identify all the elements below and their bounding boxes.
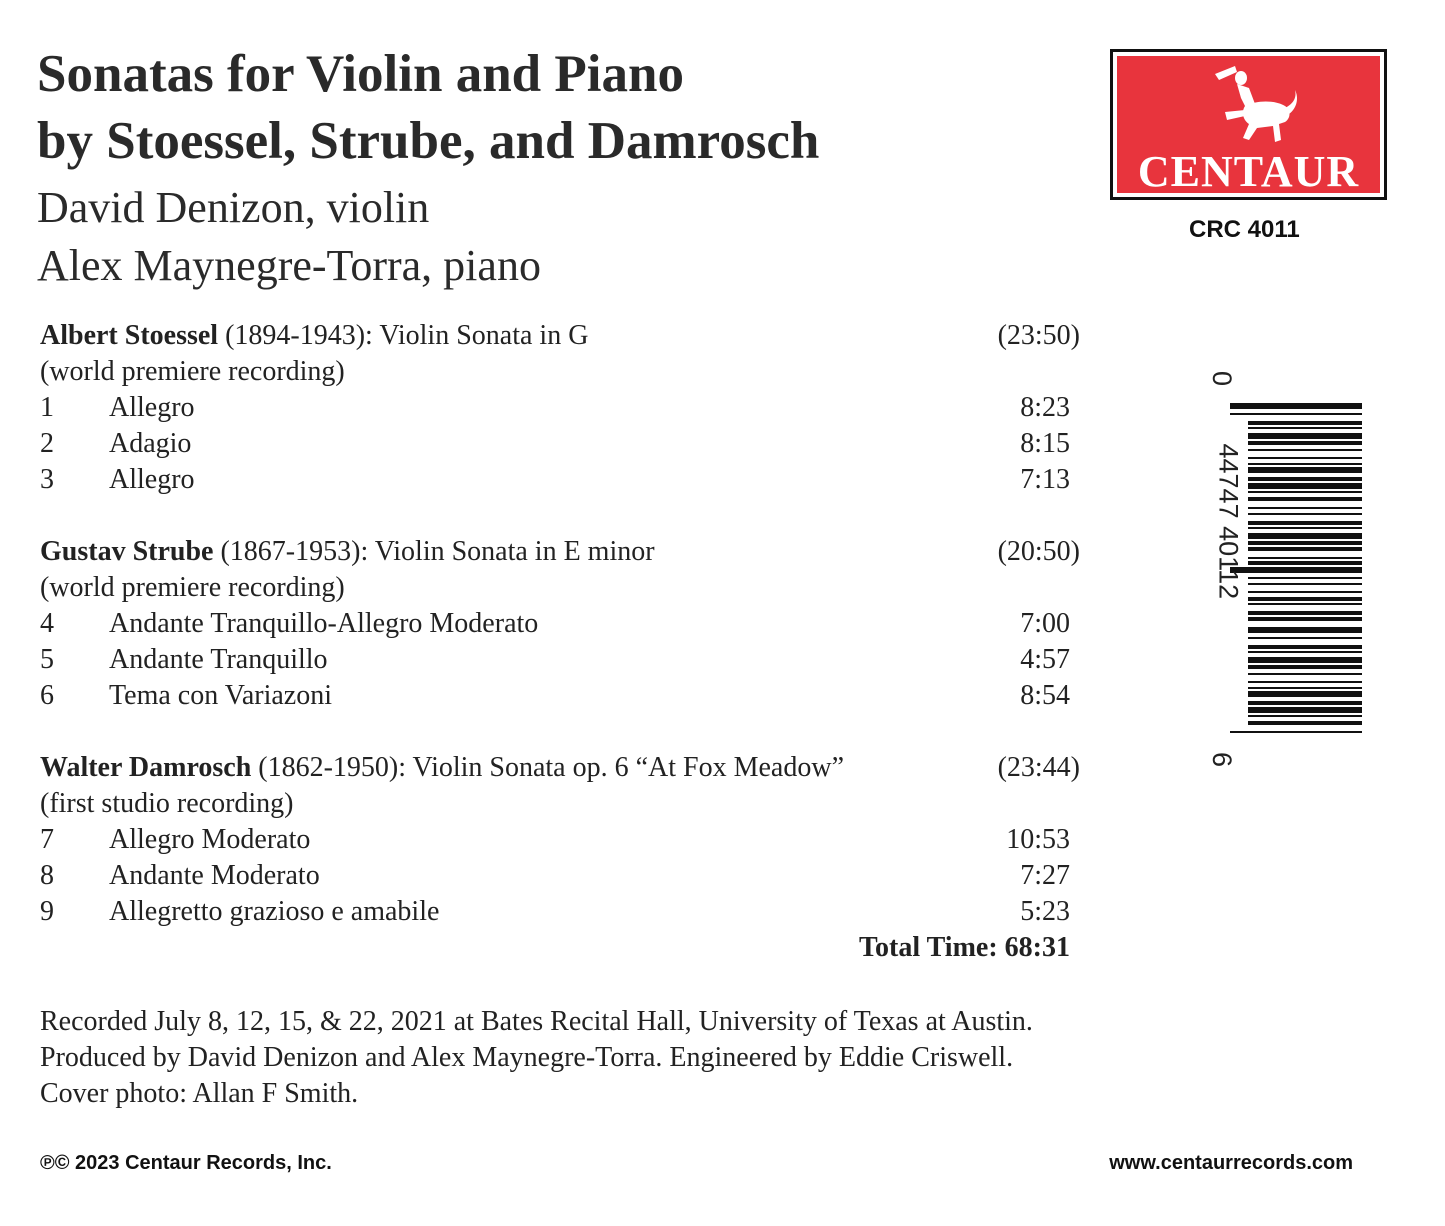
track-row — [40, 462, 1080, 498]
track-title: Tema con Variazoni — [109, 680, 332, 711]
barcode-bar — [1248, 657, 1362, 663]
track-row — [40, 858, 1080, 894]
work-header — [40, 318, 1080, 354]
barcode-bar — [1248, 483, 1362, 489]
barcode-bar — [1248, 433, 1362, 439]
barcode-bar — [1248, 507, 1362, 509]
composer-name: Gustav Strube — [40, 536, 214, 567]
barcode-bar — [1230, 403, 1362, 409]
credits-line-produced: Produced by David Denizon and Alex Maynegre-Torra. Engineered by Eddie Criswell. — [40, 1042, 1014, 1073]
barcode-bar — [1248, 611, 1362, 615]
barcode-bar — [1230, 567, 1362, 573]
barcode-bar — [1248, 673, 1362, 675]
track-title: Allegretto grazioso e amabile — [109, 896, 440, 927]
barcode-bar — [1248, 533, 1362, 539]
performer-piano: Alex Maynegre-Torra, piano — [37, 241, 541, 290]
work-details: (1894-1943): Violin Sonata in G — [218, 320, 589, 351]
work-stoessel — [40, 318, 1080, 498]
barcode-bar — [1248, 441, 1362, 445]
track-title: Allegro — [109, 464, 195, 495]
composer-name: Albert Stoessel — [40, 320, 219, 351]
track-title: Allegro Moderato — [109, 824, 311, 855]
track-row — [40, 642, 1080, 678]
website-link[interactable]: www.centaurrecords.com — [1109, 1152, 1353, 1174]
barcode-bar — [1248, 547, 1362, 551]
recording-credits — [40, 1004, 1033, 1112]
catalog-number: CRC 4011 — [1189, 216, 1300, 243]
barcode-bar — [1248, 701, 1362, 705]
track-row — [40, 678, 1080, 714]
track-number: 5 — [40, 644, 54, 675]
barcode-bar — [1248, 597, 1362, 601]
centaur-icon — [1205, 64, 1300, 146]
track-duration: 8:23 — [1020, 392, 1070, 423]
barcode-bar — [1248, 577, 1362, 579]
track-duration: 8:15 — [1020, 428, 1070, 459]
work-total-time: (23:44) — [997, 752, 1080, 783]
barcode-bar — [1248, 707, 1362, 713]
barcode-digits-middle: 44747 40112 — [1213, 443, 1244, 600]
barcode-bar — [1248, 467, 1362, 473]
work-damrosch — [40, 750, 1080, 966]
barcode-bar — [1248, 681, 1362, 683]
barcode-bar — [1248, 687, 1362, 689]
track-number: 7 — [40, 824, 54, 855]
barcode-bar — [1248, 449, 1362, 451]
track-title: Allegro — [109, 392, 195, 423]
barcode-bar — [1248, 491, 1362, 493]
barcode-bar — [1248, 691, 1362, 697]
track-duration: 10:53 — [1006, 824, 1070, 855]
logo-brand-text: CENTAUR — [1137, 147, 1360, 196]
barcode-bar — [1248, 591, 1362, 593]
track-number: 1 — [40, 392, 54, 423]
work-header — [40, 534, 1080, 570]
track-duration: 7:13 — [1020, 464, 1070, 495]
track-title: Andante Moderato — [109, 860, 320, 891]
work-details: (1867-1953): Violin Sonata in E minor — [213, 536, 655, 567]
barcode-bar — [1248, 603, 1362, 605]
barcode-bar — [1248, 721, 1362, 725]
track-row — [40, 606, 1080, 642]
barcode-bar — [1248, 527, 1362, 529]
barcode-bar — [1248, 521, 1362, 525]
composer-name: Walter Damrosch — [40, 752, 252, 783]
recording-note: (world premiere recording) — [40, 572, 345, 603]
total-time-text: Total Time: 68:31 — [858, 932, 1070, 963]
work-total-time: (23:50) — [997, 320, 1080, 351]
barcode-bar — [1248, 715, 1362, 717]
barcode-bar — [1248, 637, 1362, 639]
barcode-bar — [1248, 541, 1362, 545]
track-duration: 4:57 — [1020, 644, 1070, 675]
credits-line-photo: Cover photo: Allan F Smith. — [40, 1078, 359, 1109]
barcode-bar — [1248, 627, 1362, 633]
track-title: Adagio — [109, 428, 192, 459]
album-title-line-1: Sonatas for Violin and Piano — [37, 45, 684, 103]
barcode-bar — [1248, 427, 1362, 429]
work-header — [40, 750, 1080, 786]
copyright-notice: ℗© 2023 Centaur Records, Inc. — [40, 1152, 332, 1174]
track-number: 8 — [40, 860, 54, 891]
track-row — [40, 390, 1080, 426]
track-number: 3 — [40, 464, 54, 495]
work-total-time: (20:50) — [997, 536, 1080, 567]
track-number: 9 — [40, 896, 54, 927]
track-number: 4 — [40, 608, 54, 639]
track-duration: 7:00 — [1020, 608, 1070, 639]
track-duration: 8:54 — [1020, 680, 1070, 711]
centaur-logo — [1110, 49, 1387, 200]
track-title: Andante Tranquillo — [109, 644, 328, 675]
total-time — [40, 930, 1080, 966]
barcode-bar — [1248, 645, 1362, 649]
barcode-bar — [1248, 651, 1362, 653]
track-duration: 7:27 — [1020, 860, 1070, 891]
barcode-bar — [1248, 421, 1362, 425]
track-row — [40, 894, 1080, 930]
barcode-digit-last: 6 — [1207, 751, 1238, 768]
barcode-digit-first: 0 — [1207, 370, 1238, 387]
barcode-bar — [1248, 463, 1362, 465]
barcode-bar — [1248, 665, 1362, 669]
barcode-bar — [1230, 413, 1362, 415]
barcode-bar — [1248, 477, 1362, 481]
work-strube — [40, 534, 1080, 714]
track-row — [40, 822, 1080, 858]
track-title: Andante Tranquillo-Allegro Moderato — [109, 608, 539, 639]
barcode-bar — [1248, 513, 1362, 515]
barcode-bar — [1248, 617, 1362, 621]
credits-line-recorded: Recorded July 8, 12, 15, & 22, 2021 at Bates Recital Hall, University of Texas at Austin. — [40, 1006, 1033, 1037]
logo-red-panel — [1117, 56, 1380, 196]
barcode-bar — [1248, 457, 1362, 459]
track-number: 2 — [40, 428, 54, 459]
performer-violin: David Denizon, violin — [37, 183, 430, 232]
recording-note: (first studio recording) — [40, 788, 294, 819]
track-duration: 5:23 — [1020, 896, 1070, 927]
barcode-bar — [1248, 561, 1362, 565]
album-title-line-2: by Stoessel, Strube, and Damrosch — [37, 112, 820, 170]
barcode-bar — [1230, 731, 1362, 733]
track-number: 6 — [40, 680, 54, 711]
barcode-bar — [1248, 497, 1362, 501]
recording-note: (world premiere recording) — [40, 356, 345, 387]
work-details: (1862-1950): Violin Sonata op. 6 “At Fox Meadow” — [251, 752, 845, 783]
barcode-bar — [1248, 557, 1362, 559]
track-row — [40, 426, 1080, 462]
barcode-bar — [1248, 583, 1362, 585]
